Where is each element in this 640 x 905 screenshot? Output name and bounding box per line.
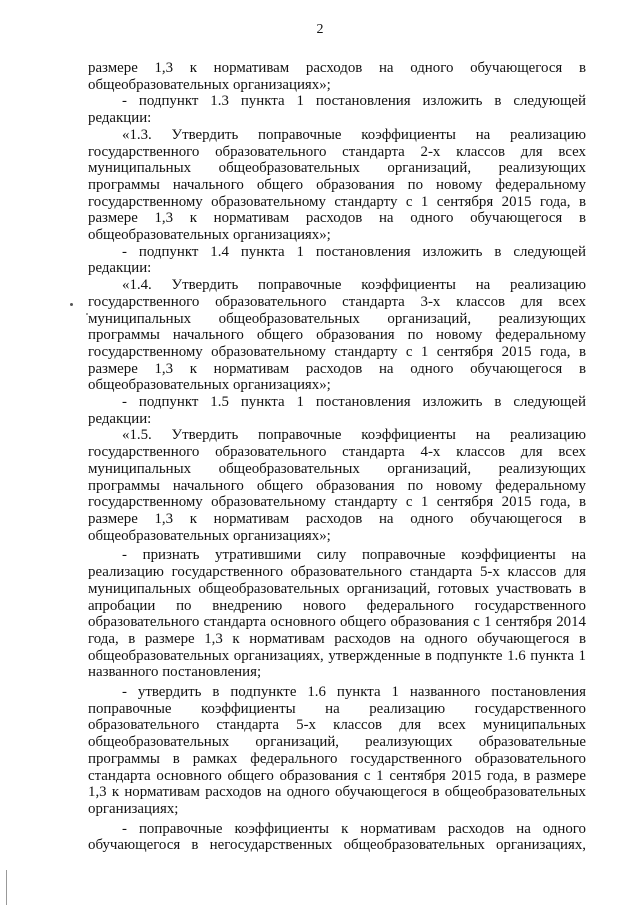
paragraph-repeal-coefficients: - признать утратившими силу поправочные коэффициенты на реализацию государственного образовательного стандарта 5-х классов для муниципальных общеобразовательных организаций, готовых участвовать в апробации по внедрению нового федерального государственного образовательного стандарта основного общего образования с 1 сентября 2014 года, в размере 1,3 к нормативам расходов на одного обучающегося в общеобразовательных организациях, утвержденные в подпункте 1.6 пункта 1 названного постановления;: [88, 547, 586, 681]
paragraph-approve-subitem-1-6: - утвердить в подпункте 1.6 пункта 1 названного постановления поправочные коэффициенты на реализацию государственного образовательного стандарта 5-х классов для всех муниципальных общеобразовательных организаций, реализующих образовательные программы в рамках федерального государственного образовательного стандарта основного общего образования с 1 сентября 2015 года, в размере 1,3 к нормативам расходов на одного обучающегося в общеобразовательных организациях;: [88, 684, 586, 817]
scan-edge-mark: [6, 870, 7, 905]
scan-speck: [70, 303, 73, 306]
paragraph-subitem-1-4-intro: - подпункт 1.4 пункта 1 постановления изложить в следующей редакции:: [88, 243, 586, 277]
document-body: [88, 60, 586, 854]
scan-speck: [86, 313, 88, 315]
paragraph-subitem-1-5-intro: - подпункт 1.5 пункта 1 постановления изложить в следующей редакции:: [88, 394, 586, 427]
paragraph-subitem-1-5-text: «1.5. Утвердить поправочные коэффициенты на реализацию государственного образовательного стандарта 4-х классов для всех муниципальных общеобразовательных организаций, реализующих программы начального общего образования по новому федеральному государственному образовательному стандарту с 1 сентября 2015 года, в размере 1,3 к нормативам расходов на одного обучающегося в общеобразовательных организациях»;: [88, 427, 586, 544]
paragraph-subitem-1-4-text: «1.4. Утвердить поправочные коэффициенты на реализацию государственного образовательного стандарта 3-х классов для всех муниципальных общеобразовательных организаций, реализующих программы начального общего образования по новому федеральному государственному образовательному стандарту с 1 сентября 2015 года, в размере 1,3 к нормативам расходов на одного обучающегося в общеобразовательных организациях»;: [88, 277, 586, 394]
paragraph-nonstate-coefficients: - поправочные коэффициенты к нормативам расходов на одного обучающегося в негосударственных общеобразовательных организациях,: [88, 820, 586, 854]
paragraph-continuation: размере 1,3 к нормативам расходов на одного обучающегося в общеобразовательных организациях»;: [88, 60, 586, 93]
page-number: 2: [316, 22, 324, 37]
paragraph-subitem-1-3-text: «1.3. Утвердить поправочные коэффициенты на реализацию государственного образовательного стандарта 2-х классов для всех муниципальных общеобразовательных организаций, реализующих программы начального общего образования по новому федеральному государственному образовательному стандарту с 1 сентября 2015 года, в размере 1,3 к нормативам расходов на одного обучающегося в общеобразовательных организациях»;: [88, 126, 586, 244]
paragraph-subitem-1-3-intro: - подпункт 1.3 пункта 1 постановления изложить в следующей редакции:: [88, 93, 586, 127]
